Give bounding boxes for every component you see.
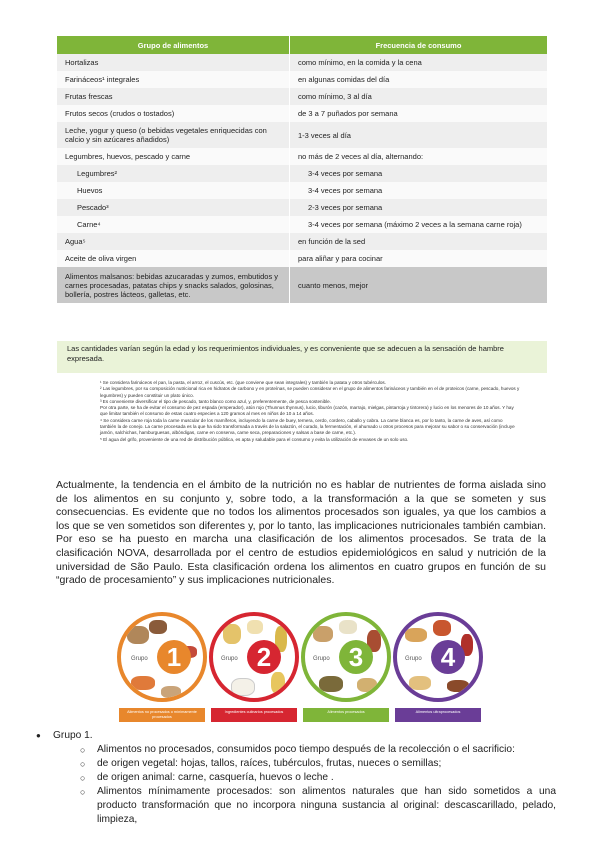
- row-group: Pescado³: [57, 199, 289, 216]
- nova-paragraph: Actualmente, la tendencia en el ámbito de la nutrición no es hablar de nutrientes de forma aislada sino de los alimentos en su conjunto y, sobre todo, a la transformación a la que se someten y sus consecuencias. Es evidente que no todos los alimentos procesados son iguales, ya que los cambios a los que se ven sometidos son diferentes y, por lo tanto, las implicaciones nutricionales también cambian. Por eso se ha puesto en marcha una clasificación de los alimentos procesados. Se trata de la clasificación NOVA, desarrollada por el centro de estudios epidemiológicos en salud y nutrición de la universidad de São Paulo. Esta clasificación ordena los alimentos en cuatro grupos en función de su “grado de procesamiento” y sus implicaciones nutricionales.: [56, 479, 546, 587]
- row-frequency: 3-4 veces por semana: [290, 182, 547, 199]
- footnote: ⁵ El agua del grifo, proveniente de una red de distribución pública, es apta y saludable para el consumo y evita la utilización de envases de un solo uso.: [100, 436, 409, 442]
- row-group: Leche, yogur y queso (o bebidas vegetales enriquecidas con calcio y sin azúcares añadidos): [57, 122, 289, 148]
- row-frequency: 3-4 veces por semana: [290, 165, 547, 182]
- row-group: Legumbres²: [57, 165, 289, 182]
- row-group: Alimentos malsanos: bebidas azucaradas y zumos, embutidos y carnes procesadas, patatas chips y snacks salados, golosinas, bollería, postres lácteos, galletas, etc.: [57, 267, 289, 303]
- list-item: ○ de origen animal: carne, casquería, huevos o leche .: [36, 771, 556, 785]
- row-frequency: cuanto menos, mejor: [290, 267, 547, 303]
- header-frequency: Frecuencia de consumo: [290, 36, 547, 54]
- quantities-note: Las cantidades varían según la edad y los requerimientos individuales, y es conveniente que se adecuen a la sensación de hambre expresada.: [57, 341, 547, 373]
- row-group: Legumbres, huevos, pescado y carne: [57, 148, 289, 165]
- row-frequency: 2-3 veces por semana: [290, 199, 547, 216]
- group-1-band: Alimentos no procesados o mínimamente procesados: [119, 708, 205, 722]
- row-frequency: no más de 2 veces al día, alternando:: [290, 148, 547, 165]
- row-group: Aceite de oliva virgen: [57, 250, 289, 267]
- row-group: Agua⁵: [57, 233, 289, 250]
- nova-groups-figure: [117, 612, 485, 722]
- group-1-label: Grupo: [131, 656, 148, 662]
- list-item: ○ de origen vegetal: hojas, tallos, raíces, tubérculos, frutas, nueces o semillas;: [36, 757, 556, 771]
- row-frequency: de 3 a 7 puñados por semana: [290, 105, 547, 122]
- footnote: ² Las legumbres, por su composición nutricional rica en hidratos de carbono y en proteínas, se pueden considerar en el grupo de alimentos farináceos y también en el de proteicos (carne, pescado, huevos y legumbres) y pueden constituir un plato único.: [100, 386, 520, 398]
- footnote: Por otra parte, se ha de evitar el consumo de pez espada (emperador), atún rojo (Thunnus thynnus), lucio, tiburón (cazón, marrajo, mielgas, pintarroja y tintorera) y lucio en los menores de 10 años. Y hay que limitar también el consumo de estas cuatro especies a 120 gramos al mes en niños de 10 a 14 años.: [100, 405, 514, 417]
- group-3-number: 3: [339, 640, 373, 674]
- row-frequency: para aliñar y para cocinar: [290, 250, 547, 267]
- group-3-label: Grupo: [313, 656, 330, 662]
- footnote: ¹ Se considera farináceos el pan, la pasta, el arroz, el cuscús, etc. (que conviene que sean integrales) y también la patata y otros tubérculos.: [100, 380, 386, 385]
- row-frequency: en algunas comidas del día: [290, 71, 547, 88]
- row-frequency: como mínimo, en la comida y la cena: [290, 54, 547, 71]
- row-frequency: como mínimo, 3 al día: [290, 88, 547, 105]
- group-3-band: Alimentos procesados: [303, 708, 389, 722]
- group-4-number: 4: [431, 640, 465, 674]
- food-frequency-table: [57, 36, 547, 303]
- header-food-group: Grupo de alimentos: [57, 36, 289, 54]
- row-frequency: en función de la sed: [290, 233, 547, 250]
- row-frequency: 1-3 veces al día: [290, 122, 547, 148]
- footnote: ³ Es conveniente diversificar el tipo de pescado, tanto blanco como azul, y, preferentemente, de pesca sostenible.: [100, 398, 332, 404]
- list-heading: ● Grupo 1.: [36, 729, 556, 743]
- group-1-number: 1: [157, 640, 191, 674]
- group-2-band: Ingredientes culinarios procesados: [211, 708, 297, 722]
- row-group: Hortalizas: [57, 54, 289, 71]
- group-2-number: 2: [247, 640, 281, 674]
- row-frequency: 3-4 veces por semana (máximo 2 veces a la semana carne roja): [290, 216, 547, 233]
- footnote: ⁴ Se considera carne roja toda la carne muscular de los mamíferos, incluyendo la carne de buey, ternera, cerdo, cordero, caballo y cabra. La carne blanca es, por lo tanto, la carne de aves, así como también la de conejo. La carne procesada es la que ha sido transformada a través de la salazón, el curado, la fermentación, el ahumado u otros procesos para mejorar su sabor o su conservación (incluye jamón, salchichas, hamburguesas, albóndigas, carne en conserva, carne seca, preparaciones y salsas a base de carne, etc.).: [100, 417, 515, 436]
- group-4-band: Alimentos ultraprocesados: [395, 708, 481, 722]
- group-1-list: [36, 729, 556, 827]
- footnotes: [100, 380, 520, 443]
- list-item: ○ Alimentos mínimamente procesados: son alimentos naturales que han sido sometidos a una producto transformación que no incorpora ninguna sustancia al original: descascarillado, pelado, limpieza,: [36, 785, 556, 827]
- row-group: Frutas frescas: [57, 88, 289, 105]
- group-2-label: Grupo: [221, 656, 238, 662]
- group-4-label: Grupo: [405, 656, 422, 662]
- list-item: ○ Alimentos no procesados, consumidos poco tiempo después de la recolección o el sacrificio:: [36, 743, 556, 757]
- row-group: Carne⁴: [57, 216, 289, 233]
- row-group: Farináceos¹ integrales: [57, 71, 289, 88]
- row-group: Huevos: [57, 182, 289, 199]
- row-group: Frutos secos (crudos o tostados): [57, 105, 289, 122]
